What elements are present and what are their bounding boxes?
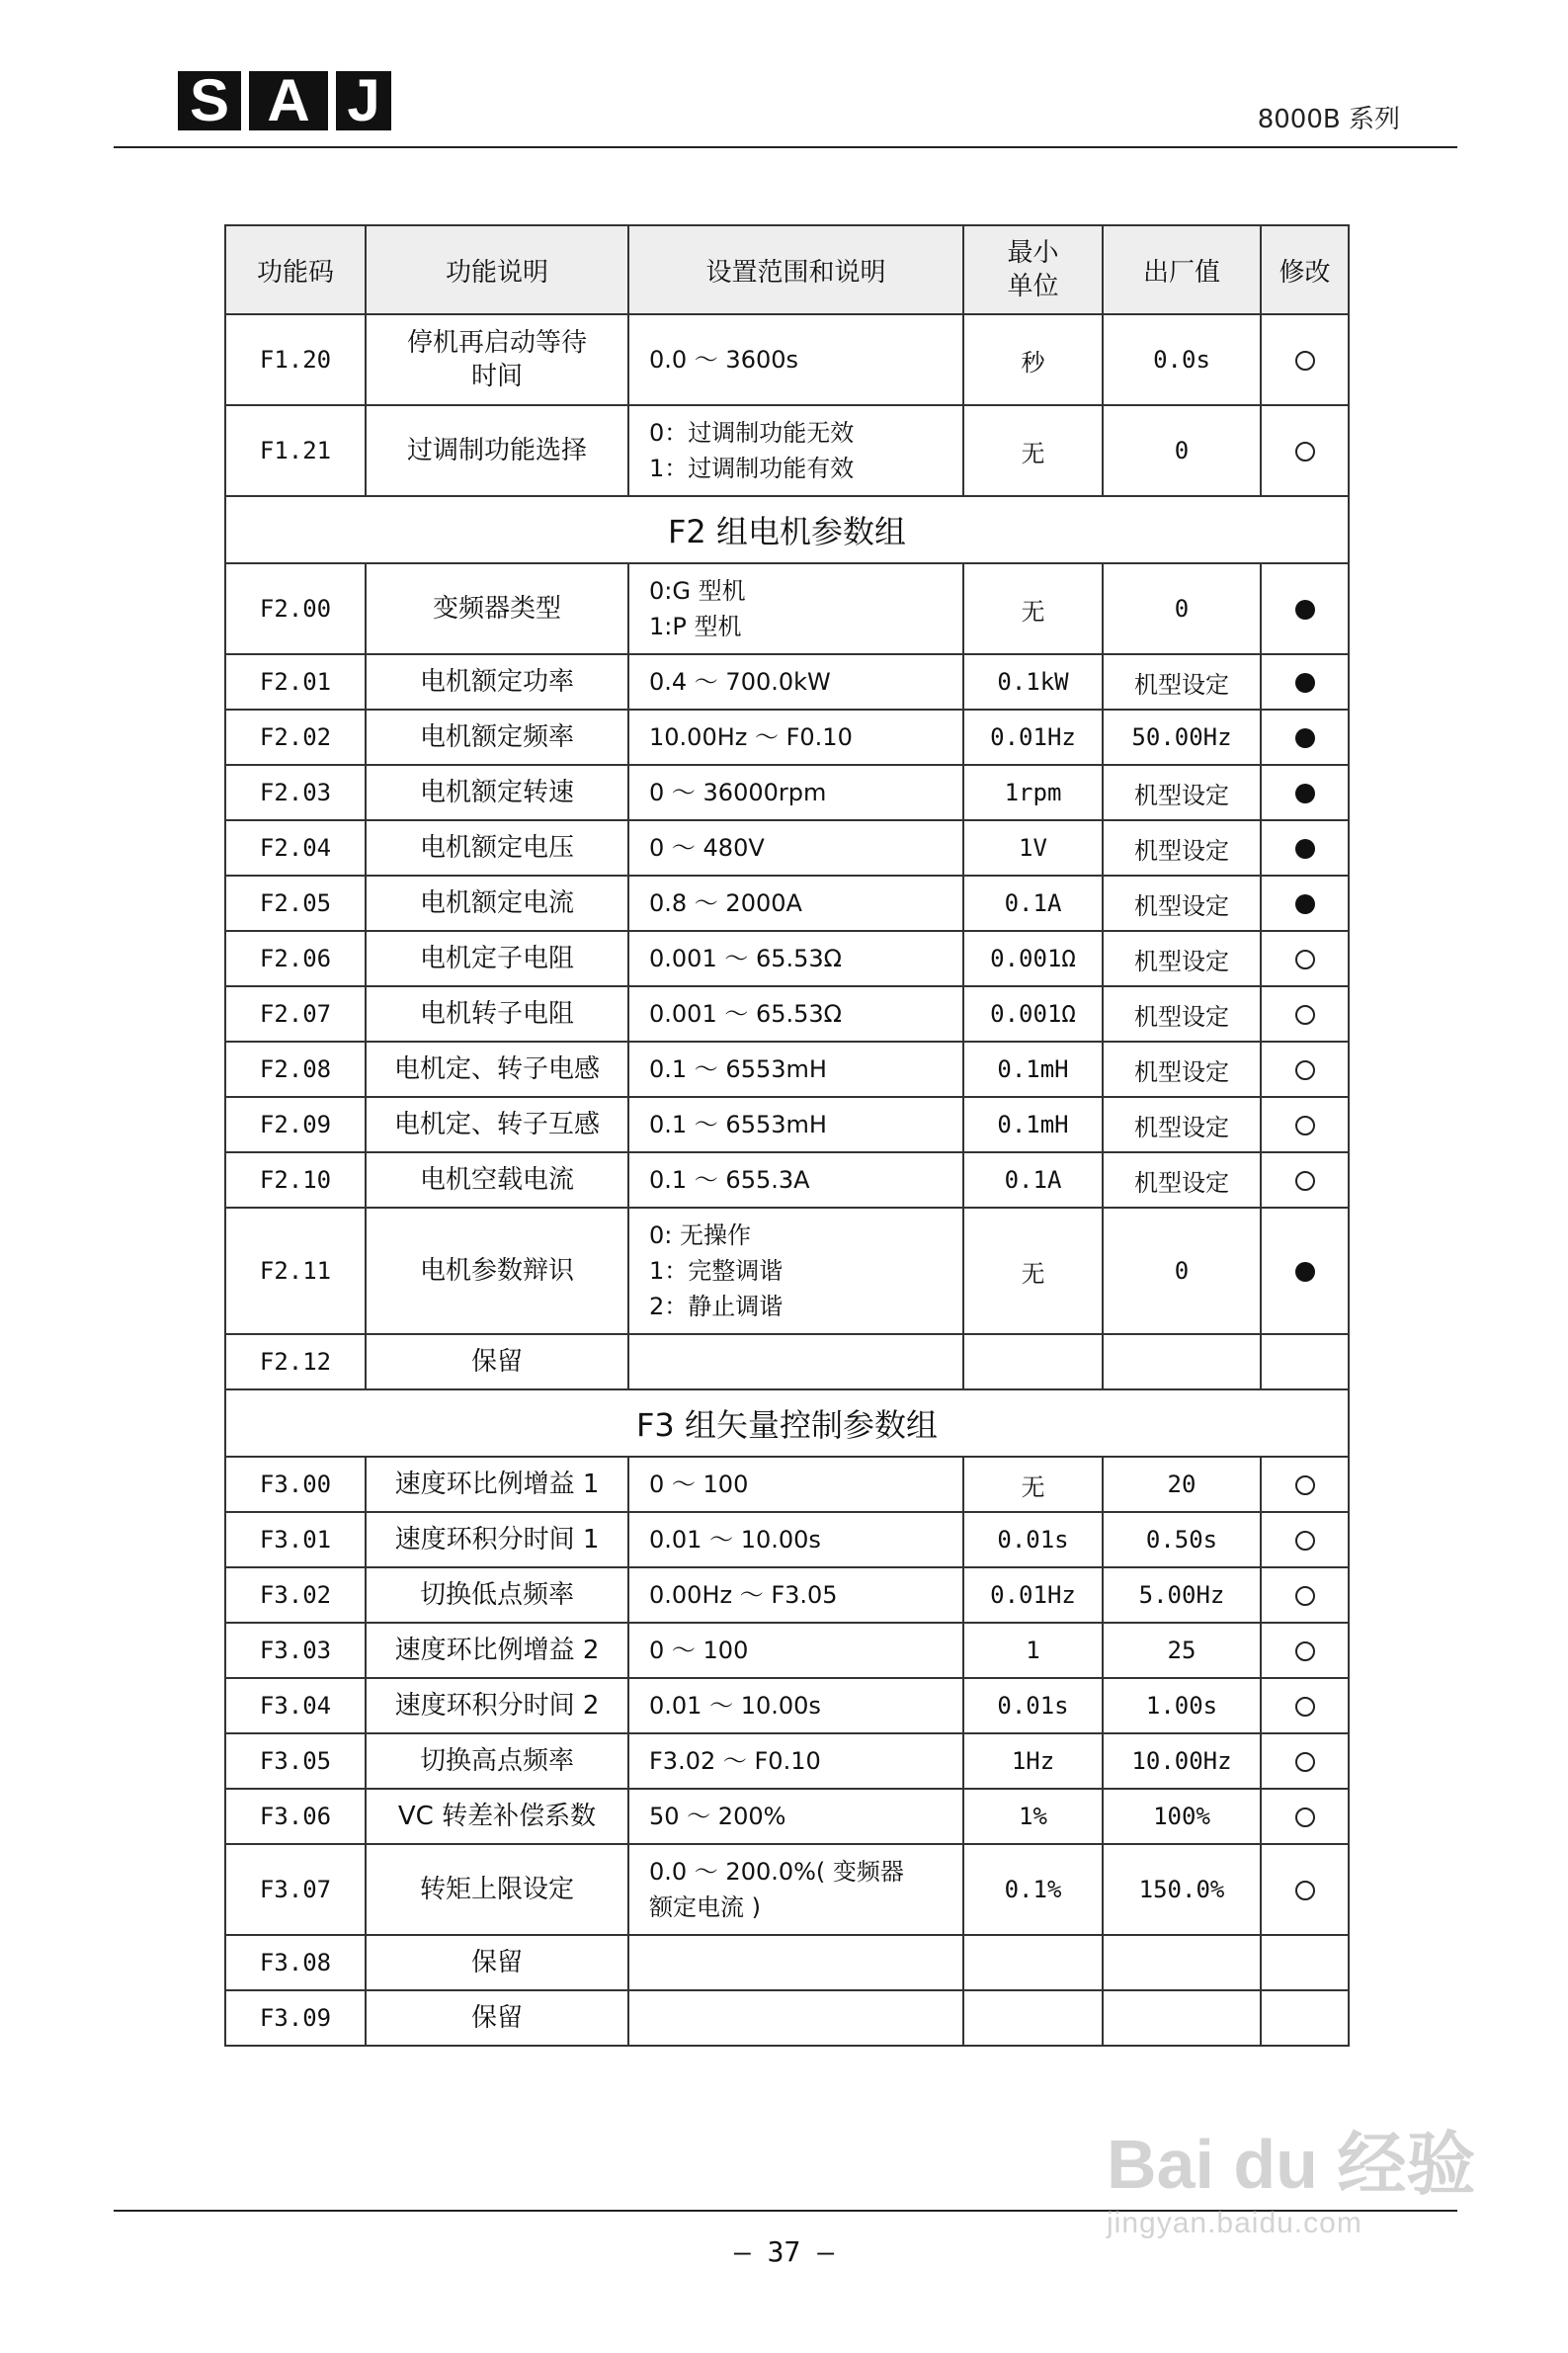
modify-cell xyxy=(1261,986,1349,1042)
min-unit-cell: 1rpm xyxy=(963,765,1103,820)
saj-logo xyxy=(178,67,391,133)
table-row xyxy=(225,931,1349,986)
function-name-cell xyxy=(366,1789,628,1844)
function-name-cell xyxy=(366,820,628,876)
range-cell xyxy=(628,1042,963,1097)
modify-cell xyxy=(1261,1789,1349,1844)
min-unit-cell: 0.1% xyxy=(963,1844,1103,1935)
col-header-range: 设置范围和说明 xyxy=(628,225,963,314)
open-circle-icon xyxy=(1295,1752,1315,1772)
function-name-cell xyxy=(366,1844,628,1935)
range-cell xyxy=(628,1567,963,1623)
function-name-line: 电机空载电流 xyxy=(419,1165,574,1195)
table-row xyxy=(225,1623,1349,1678)
range-cell xyxy=(628,1457,963,1512)
default-value-cell: 100% xyxy=(1103,1789,1261,1844)
min-unit-cell: 1% xyxy=(963,1789,1103,1844)
function-name-line: 速度环比例增益 2 xyxy=(394,1636,600,1665)
default-value-cell: 1.00s xyxy=(1103,1678,1261,1733)
default-value-cell: 0 xyxy=(1103,1208,1261,1334)
function-name-cell xyxy=(366,1097,628,1152)
function-name-line: 电机额定电流 xyxy=(419,888,574,918)
open-circle-icon xyxy=(1295,1881,1315,1900)
table-row xyxy=(225,820,1349,876)
open-circle-icon xyxy=(1295,351,1315,371)
modify-cell xyxy=(1261,314,1349,405)
min-unit-cell: 无 xyxy=(963,1457,1103,1512)
min-unit-cell: 1V xyxy=(963,820,1103,876)
table-row xyxy=(225,1097,1349,1152)
default-value-cell: 机型设定 xyxy=(1103,986,1261,1042)
table-row xyxy=(225,1733,1349,1789)
default-value-cell: 0 xyxy=(1103,405,1261,496)
default-value-cell: 机型设定 xyxy=(1103,1042,1261,1097)
function-name-line: 电机额定功率 xyxy=(419,667,574,697)
range-cell xyxy=(628,765,963,820)
min-unit-cell: 0.1mH xyxy=(963,1097,1103,1152)
range-line: 0.1 ～ 6553mH xyxy=(649,1111,827,1138)
range-cell xyxy=(628,820,963,876)
range-cell xyxy=(628,1990,963,2046)
open-circle-icon xyxy=(1295,442,1315,462)
function-name-line: 电机参数辩识 xyxy=(419,1256,574,1286)
function-name-cell xyxy=(366,986,628,1042)
logo-letter: J xyxy=(336,71,391,130)
function-name-line: 电机定子电阻 xyxy=(419,944,574,973)
table-row xyxy=(225,314,1349,405)
table-row xyxy=(225,876,1349,931)
modify-cell xyxy=(1261,820,1349,876)
min-unit-cell: 无 xyxy=(963,1208,1103,1334)
table-row xyxy=(225,986,1349,1042)
range-line: 额定电流 ) xyxy=(649,1893,761,1921)
col-header-code: 功能码 xyxy=(225,225,366,314)
watermark-url: jingyan.baidu.com xyxy=(1107,2207,1362,2239)
function-name-line: 保留 xyxy=(470,2003,523,2033)
parameter-table xyxy=(224,224,1350,2047)
range-line: 0.001 ～ 65.53Ω xyxy=(649,945,843,972)
range-line: 0.00Hz ～ F3.05 xyxy=(649,1581,838,1609)
group-header-row xyxy=(225,496,1349,563)
default-value-cell: 0.50s xyxy=(1103,1512,1261,1567)
table-header-row xyxy=(225,225,1349,314)
min-unit-cell: 1 xyxy=(963,1623,1103,1678)
table-row xyxy=(225,1567,1349,1623)
function-name-line: 速度环积分时间 1 xyxy=(394,1525,600,1555)
table-body xyxy=(225,314,1349,2046)
table-row xyxy=(225,1208,1349,1334)
min-unit-cell: 0.01Hz xyxy=(963,710,1103,765)
min-unit-cell: 0.1kW xyxy=(963,654,1103,710)
range-cell xyxy=(628,1512,963,1567)
modify-cell xyxy=(1261,1935,1349,1990)
table-row xyxy=(225,563,1349,654)
function-code-cell: F2.11 xyxy=(225,1208,366,1334)
modify-cell xyxy=(1261,1208,1349,1334)
table-row xyxy=(225,1935,1349,1990)
function-name-cell xyxy=(366,1733,628,1789)
filled-circle-icon xyxy=(1295,673,1315,693)
min-unit-cell xyxy=(963,1990,1103,2046)
function-code-cell: F1.20 xyxy=(225,314,366,405)
function-code-cell: F2.08 xyxy=(225,1042,366,1097)
function-name-cell xyxy=(366,1152,628,1208)
table-row xyxy=(225,654,1349,710)
open-circle-icon xyxy=(1295,1586,1315,1606)
logo-gap xyxy=(328,71,336,130)
range-cell xyxy=(628,931,963,986)
modify-cell xyxy=(1261,1567,1349,1623)
function-code-cell: F3.08 xyxy=(225,1935,366,1990)
range-cell xyxy=(628,654,963,710)
function-code-cell: F2.02 xyxy=(225,710,366,765)
range-line: 2：静止调谐 xyxy=(649,1293,784,1320)
range-line: 0.1 ～ 6553mH xyxy=(649,1055,827,1083)
series-label: 8000B 系列 xyxy=(1257,105,1400,134)
function-name-cell xyxy=(366,765,628,820)
modify-cell xyxy=(1261,1512,1349,1567)
default-value-cell: 50.00Hz xyxy=(1103,710,1261,765)
default-value-cell: 20 xyxy=(1103,1457,1261,1512)
function-name-cell xyxy=(366,1935,628,1990)
function-code-cell: F2.07 xyxy=(225,986,366,1042)
function-name-line: VC 转差补偿系数 xyxy=(397,1802,597,1831)
baidu-watermark xyxy=(1107,2125,1482,2293)
range-line: 0.1 ～ 655.3A xyxy=(649,1166,810,1194)
min-unit-cell: 无 xyxy=(963,563,1103,654)
table-row xyxy=(225,1042,1349,1097)
min-unit-cell: 1Hz xyxy=(963,1733,1103,1789)
modify-cell xyxy=(1261,931,1349,986)
default-value-cell: 机型设定 xyxy=(1103,1097,1261,1152)
default-value-cell xyxy=(1103,1935,1261,1990)
modify-cell xyxy=(1261,1457,1349,1512)
group-title: F3 组矢量控制参数组 xyxy=(225,1389,1349,1457)
modify-cell xyxy=(1261,1042,1349,1097)
function-name-line: 电机额定转速 xyxy=(419,778,574,807)
open-circle-icon xyxy=(1295,1531,1315,1551)
modify-cell xyxy=(1261,876,1349,931)
function-name-cell xyxy=(366,1042,628,1097)
modify-cell xyxy=(1261,1623,1349,1678)
function-name-line: 电机定、转子电感 xyxy=(393,1054,600,1084)
range-line: 0 ～ 480V xyxy=(649,834,765,862)
col-header-modify: 修改 xyxy=(1261,225,1349,314)
function-name-line: 切换高点频率 xyxy=(419,1746,574,1776)
range-line: 0 ～ 100 xyxy=(649,1637,749,1664)
range-line: 1：完整调谐 xyxy=(649,1257,784,1285)
range-line: 0: 无操作 xyxy=(649,1221,751,1249)
default-value-cell: 0 xyxy=(1103,563,1261,654)
function-code-cell: F2.10 xyxy=(225,1152,366,1208)
min-unit-cell: 0.01Hz xyxy=(963,1567,1103,1623)
modify-cell xyxy=(1261,710,1349,765)
table-row xyxy=(225,1457,1349,1512)
function-name-cell xyxy=(366,563,628,654)
function-name-line: 速度环积分时间 2 xyxy=(394,1691,600,1721)
table-row xyxy=(225,1512,1349,1567)
open-circle-icon xyxy=(1295,1697,1315,1717)
min-unit-cell xyxy=(963,1334,1103,1389)
min-unit-cell: 0.01s xyxy=(963,1678,1103,1733)
function-name-line: 变频器类型 xyxy=(432,594,561,624)
function-code-cell: F3.03 xyxy=(225,1623,366,1678)
watermark-brand: Bai du 经验 xyxy=(1107,2126,1476,2203)
logo-gap xyxy=(241,71,249,130)
modify-cell xyxy=(1261,654,1349,710)
range-line: F3.02 ～ F0.10 xyxy=(649,1747,821,1775)
function-name-cell xyxy=(366,1208,628,1334)
range-line: 0:G 型机 xyxy=(649,577,746,605)
function-name-line: 停机再启动等待 xyxy=(406,328,587,358)
function-code-cell: F3.09 xyxy=(225,1990,366,2046)
range-line: 0.01 ～ 10.00s xyxy=(649,1526,821,1554)
table-row xyxy=(225,1990,1349,2046)
open-circle-icon xyxy=(1295,1475,1315,1495)
filled-circle-icon xyxy=(1295,728,1315,748)
filled-circle-icon xyxy=(1295,1262,1315,1282)
function-name-cell xyxy=(366,314,628,405)
open-circle-icon xyxy=(1295,950,1315,969)
min-unit-cell: 0.1A xyxy=(963,876,1103,931)
function-code-cell: F3.07 xyxy=(225,1844,366,1935)
col-header-default: 出厂值 xyxy=(1103,225,1261,314)
range-cell xyxy=(628,1208,963,1334)
function-name-cell xyxy=(366,405,628,496)
page-number: — 37 — xyxy=(733,2235,835,2268)
range-line: 0.001 ～ 65.53Ω xyxy=(649,1000,843,1028)
range-cell xyxy=(628,1789,963,1844)
function-name-line: 时间 xyxy=(470,362,523,391)
table-row xyxy=(225,1789,1349,1844)
range-cell xyxy=(628,1623,963,1678)
function-name-line: 保留 xyxy=(470,1347,523,1377)
default-value-cell: 机型设定 xyxy=(1103,1152,1261,1208)
default-value-cell xyxy=(1103,1334,1261,1389)
range-cell xyxy=(628,405,963,496)
modify-cell xyxy=(1261,765,1349,820)
function-name-line: 切换低点频率 xyxy=(419,1580,574,1610)
filled-circle-icon xyxy=(1295,600,1315,620)
function-code-cell: F3.06 xyxy=(225,1789,366,1844)
function-name-cell xyxy=(366,931,628,986)
function-name-cell xyxy=(366,876,628,931)
range-cell xyxy=(628,1935,963,1990)
modify-cell xyxy=(1261,1152,1349,1208)
function-name-cell xyxy=(366,1567,628,1623)
function-code-cell: F2.03 xyxy=(225,765,366,820)
range-line: 1：过调制功能有效 xyxy=(649,455,855,482)
min-unit-cell: 0.001Ω xyxy=(963,931,1103,986)
min-unit-cell: 0.01s xyxy=(963,1512,1103,1567)
default-value-cell: 25 xyxy=(1103,1623,1261,1678)
function-code-cell: F3.04 xyxy=(225,1678,366,1733)
function-code-cell: F2.01 xyxy=(225,654,366,710)
open-circle-icon xyxy=(1295,1641,1315,1661)
function-code-cell: F2.00 xyxy=(225,563,366,654)
table-row xyxy=(225,765,1349,820)
default-value-cell xyxy=(1103,1990,1261,2046)
function-name-line: 转矩上限设定 xyxy=(419,1875,574,1904)
min-unit-cell: 无 xyxy=(963,405,1103,496)
function-name-line: 电机额定频率 xyxy=(419,722,574,752)
range-cell xyxy=(628,1844,963,1935)
default-value-cell: 机型设定 xyxy=(1103,876,1261,931)
table-row xyxy=(225,710,1349,765)
min-unit-header-text: 最小 单位 xyxy=(1007,238,1059,301)
function-name-line: 电机转子电阻 xyxy=(419,999,574,1029)
modify-cell xyxy=(1261,563,1349,654)
range-line: 0 ～ 36000rpm xyxy=(649,779,827,806)
range-line: 0.8 ～ 2000A xyxy=(649,889,802,917)
function-name-line: 过调制功能选择 xyxy=(406,436,587,465)
logo-letter: A xyxy=(249,71,328,130)
min-unit-cell xyxy=(963,1935,1103,1990)
range-line: 0.01 ～ 10.00s xyxy=(649,1692,821,1720)
function-code-cell: F3.05 xyxy=(225,1733,366,1789)
function-code-cell: F3.00 xyxy=(225,1457,366,1512)
function-code-cell: F3.01 xyxy=(225,1512,366,1567)
range-line: 0.4 ～ 700.0kW xyxy=(649,668,831,696)
modify-cell xyxy=(1261,1678,1349,1733)
range-line: 1:P 型机 xyxy=(649,613,742,640)
open-circle-icon xyxy=(1295,1005,1315,1025)
modify-cell xyxy=(1261,1097,1349,1152)
table-row xyxy=(225,1678,1349,1733)
modify-cell xyxy=(1261,1990,1349,2046)
range-line: 50 ～ 200% xyxy=(649,1803,786,1830)
open-circle-icon xyxy=(1295,1060,1315,1080)
min-unit-cell: 秒 xyxy=(963,314,1103,405)
range-cell xyxy=(628,314,963,405)
function-name-cell xyxy=(366,710,628,765)
range-line: 0 ～ 100 xyxy=(649,1471,749,1498)
open-circle-icon xyxy=(1295,1807,1315,1827)
modify-cell xyxy=(1261,1334,1349,1389)
default-value-cell: 150.0% xyxy=(1103,1844,1261,1935)
default-value-cell: 机型设定 xyxy=(1103,931,1261,986)
range-line: 0.0 ～ 200.0%( 变频器 xyxy=(649,1858,904,1886)
default-value-cell: 10.00Hz xyxy=(1103,1733,1261,1789)
function-name-line: 电机额定电压 xyxy=(419,833,574,863)
table-row xyxy=(225,1844,1349,1935)
default-value-cell: 0.0s xyxy=(1103,314,1261,405)
function-name-cell xyxy=(366,1457,628,1512)
group-header-row xyxy=(225,1389,1349,1457)
min-unit-cell: 0.1mH xyxy=(963,1042,1103,1097)
function-name-cell xyxy=(366,1623,628,1678)
range-cell xyxy=(628,986,963,1042)
function-code-cell: F1.21 xyxy=(225,405,366,496)
modify-cell xyxy=(1261,1844,1349,1935)
function-name-cell xyxy=(366,1512,628,1567)
default-value-cell: 机型设定 xyxy=(1103,820,1261,876)
function-name-cell xyxy=(366,1334,628,1389)
col-header-function: 功能说明 xyxy=(366,225,628,314)
range-line: 0.0 ～ 3600s xyxy=(649,346,799,374)
function-code-cell: F2.12 xyxy=(225,1334,366,1389)
function-name-cell xyxy=(366,1678,628,1733)
open-circle-icon xyxy=(1295,1171,1315,1191)
function-code-cell: F3.02 xyxy=(225,1567,366,1623)
filled-circle-icon xyxy=(1295,894,1315,914)
range-cell xyxy=(628,563,963,654)
range-cell xyxy=(628,1733,963,1789)
function-name-line: 速度环比例增益 1 xyxy=(394,1470,600,1499)
range-line: 10.00Hz ～ F0.10 xyxy=(649,723,853,751)
filled-circle-icon xyxy=(1295,784,1315,803)
table-row xyxy=(225,405,1349,496)
logo-letter: S xyxy=(178,71,241,130)
function-code-cell: F2.09 xyxy=(225,1097,366,1152)
header-divider xyxy=(114,146,1457,148)
range-line: 0：过调制功能无效 xyxy=(649,419,855,447)
default-value-cell: 5.00Hz xyxy=(1103,1567,1261,1623)
default-value-cell: 机型设定 xyxy=(1103,654,1261,710)
min-unit-cell: 0.1A xyxy=(963,1152,1103,1208)
function-code-cell: F2.05 xyxy=(225,876,366,931)
group-title: F2 组电机参数组 xyxy=(225,496,1349,563)
function-name-line: 电机定、转子互感 xyxy=(393,1110,600,1139)
table-row xyxy=(225,1334,1349,1389)
range-cell xyxy=(628,1097,963,1152)
modify-cell xyxy=(1261,1733,1349,1789)
modify-cell xyxy=(1261,405,1349,496)
function-name-cell xyxy=(366,654,628,710)
range-cell xyxy=(628,1334,963,1389)
range-cell xyxy=(628,876,963,931)
default-value-cell: 机型设定 xyxy=(1103,765,1261,820)
col-header-min-unit xyxy=(963,225,1103,314)
open-circle-icon xyxy=(1295,1116,1315,1135)
function-code-cell: F2.06 xyxy=(225,931,366,986)
table-row xyxy=(225,1152,1349,1208)
function-name-line: 保留 xyxy=(470,1948,523,1977)
min-unit-cell: 0.001Ω xyxy=(963,986,1103,1042)
range-cell xyxy=(628,710,963,765)
range-cell xyxy=(628,1152,963,1208)
function-code-cell: F2.04 xyxy=(225,820,366,876)
range-cell xyxy=(628,1678,963,1733)
filled-circle-icon xyxy=(1295,839,1315,859)
function-name-cell xyxy=(366,1990,628,2046)
